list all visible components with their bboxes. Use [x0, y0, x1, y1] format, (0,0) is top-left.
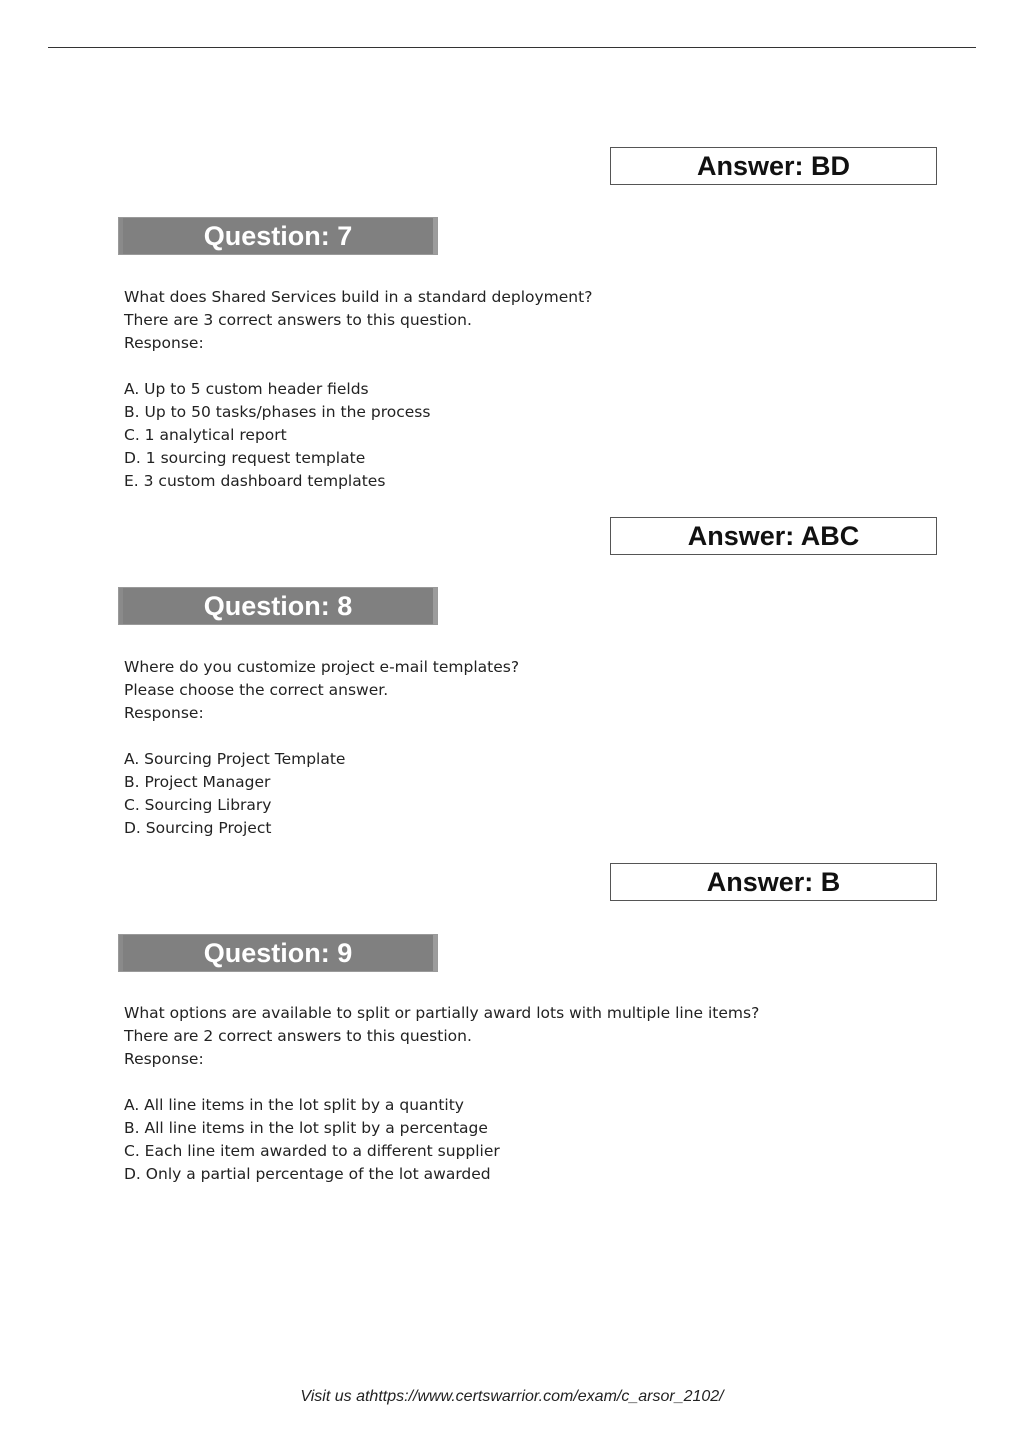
spacer: [124, 1071, 884, 1094]
question-9-heading: [118, 934, 438, 972]
option-c: C. 1 analytical report: [124, 426, 287, 444]
answer-text: Answer: BD: [696, 150, 851, 181]
response-label: Response:: [124, 1050, 204, 1068]
answer-box-question-8: [610, 863, 937, 901]
question-8-body: [124, 656, 884, 840]
option-d: D. 1 sourcing request template: [124, 449, 366, 467]
question-title: Question: 8: [203, 590, 353, 621]
question-7-body: [124, 286, 884, 493]
option-b: B. Up to 50 tasks/phases in the process: [124, 403, 431, 421]
question-7-heading: [118, 217, 438, 255]
option-c: C. Sourcing Library: [124, 796, 272, 814]
option-a: A. All line items in the lot split by a quantity: [124, 1096, 464, 1114]
answer-box-question-6: [610, 147, 937, 185]
footer: [0, 1388, 1024, 1406]
question-prompt: Where do you customize project e-mail templates?: [124, 658, 520, 676]
response-label: Response:: [124, 704, 204, 722]
option-d: D. Only a partial percentage of the lot awarded: [124, 1165, 491, 1183]
option-b: B. Project Manager: [124, 773, 271, 791]
answer-text: Answer: ABC: [687, 520, 860, 551]
question-instruction: Please choose the correct answer.: [124, 681, 389, 699]
spacer: [124, 355, 884, 378]
question-prompt: What options are available to split or partially award lots with multiple line items?: [124, 1004, 760, 1022]
question-instruction: There are 3 correct answers to this question.: [124, 311, 472, 329]
footer-link-text[interactable]: Visit us athttps://www.certswarrior.com/exam/c_arsor_2102/: [300, 1388, 724, 1405]
option-c: C. Each line item awarded to a different supplier: [124, 1142, 500, 1160]
header-rule: [48, 47, 976, 48]
question-title: Question: 9: [203, 937, 353, 968]
option-b: B. All line items in the lot split by a percentage: [124, 1119, 488, 1137]
option-a: A. Up to 5 custom header fields: [124, 380, 369, 398]
answer-text: Answer: B: [706, 866, 841, 897]
option-d: D. Sourcing Project: [124, 819, 272, 837]
question-prompt: What does Shared Services build in a standard deployment?: [124, 288, 593, 306]
option-e: E. 3 custom dashboard templates: [124, 472, 386, 490]
question-title: Question: 7: [203, 220, 353, 251]
question-instruction: There are 2 correct answers to this question.: [124, 1027, 472, 1045]
option-a: A. Sourcing Project Template: [124, 750, 346, 768]
answer-box-question-7: [610, 517, 937, 555]
spacer: [124, 725, 884, 748]
question-8-heading: [118, 587, 438, 625]
question-9-body: [124, 1002, 884, 1186]
response-label: Response:: [124, 334, 204, 352]
